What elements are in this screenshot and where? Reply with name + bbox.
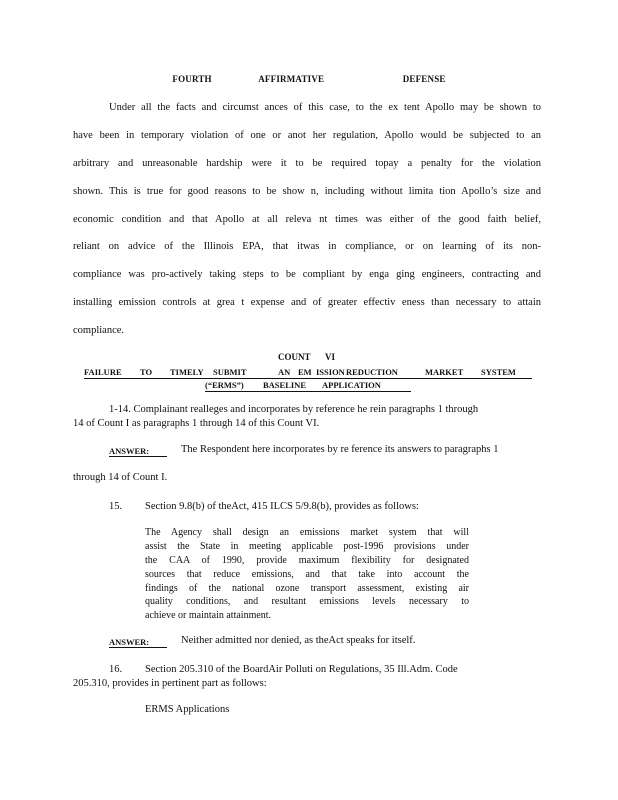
fourth-defense-paragraph: [73, 101, 541, 352]
paragraph-line: have been in temporary violation of one or anot her regulation, Apollo would be subjected to an: [73, 129, 541, 141]
answer-label: ANSWER:: [109, 637, 167, 648]
answer-text: through 14 of Count I.: [73, 472, 168, 483]
count-title-word: (“ERMS”): [205, 380, 244, 390]
count-title-word: MARKET: [425, 367, 464, 377]
count-title-word: EM: [298, 367, 312, 377]
quote-line: achieve or maintain attainment.: [145, 610, 272, 622]
paragraph-line: Under all the facts and circumst ances of this case, to the ex tent Apollo may be shown to: [109, 102, 541, 113]
paragraph-1-14-line: 14 of Count I as paragraphs 1 through 14 of this Count VI.: [73, 418, 320, 429]
quote-line: quality conditions, and resultant emissions levels necessary to: [145, 596, 469, 608]
paragraph-line: economic condition and that Apollo at all releva nt times was either of the good faith belief,: [73, 213, 541, 225]
paragraph-line: arbitrary and unreasonable hardship were it to be required topay a penalty for the violation: [73, 157, 541, 169]
count-title-word: APPLICATION: [322, 380, 381, 390]
quote-line: sources that reduce emissions, and that take into account the: [145, 568, 469, 580]
count-title-word: REDUCTION: [346, 367, 398, 377]
paragraph-line: reliant on advice of the Illinois EPA, that itwas in compliance, or on learning of its non-: [73, 241, 541, 253]
quote-line: The Agency shall design an emissions market system that will: [145, 527, 469, 538]
count-title-word: BASELINE: [263, 380, 306, 390]
count-title-word: ISSION: [316, 367, 345, 377]
paragraph-line: installing emission controls at grea t expense and of greater effectiv eness than necessary to attain: [73, 297, 541, 309]
count-number: VI: [325, 352, 336, 362]
answer-label: ANSWER:: [109, 446, 167, 457]
count-title-word: TIMELY: [170, 367, 204, 377]
paragraph-16-text: Section 205.310 of the BoardAir Polluti on Regulations, 35 Ill.Adm. Code: [145, 664, 458, 675]
subheading: ERMS Applications: [145, 704, 230, 715]
count-title-word: SUBMIT: [213, 367, 247, 377]
count-title-word: TO: [140, 367, 153, 377]
quote-line: the CAA of 1990, provide maximum flexibility for designated: [145, 554, 469, 566]
heading-word-3: DEFENSE: [402, 74, 446, 84]
block-quote: [145, 526, 469, 623]
paragraph-line: shown. This is true for good reasons to be show n, including without limita tion Apollo’s size and: [73, 185, 541, 197]
count-title-word: FAILURE: [84, 367, 122, 377]
section-heading: [0, 74, 618, 84]
paragraph-number: 15.: [109, 501, 123, 512]
answer-text: The Respondent here incorporates by re ference its answers to paragraphs 1: [181, 444, 499, 455]
count-word: COUNT: [278, 352, 311, 362]
quote-line: findings of the national ozone transport assessment, existing air: [145, 582, 469, 594]
paragraph-line: compliance was pro-actively taking steps to be compliant by enga ging engineers, contracting and: [73, 269, 541, 281]
count-title-line: [205, 380, 411, 392]
paragraph-1-14-line: 1-14. Complainant realleges and incorporates by reference he rein paragraphs 1 through: [109, 404, 479, 415]
heading-word-2: AFFIRMATIVE: [258, 74, 325, 84]
quote-line: assist the State in meeting applicable post-1996 provisions under: [145, 540, 469, 552]
count-title-word: AN: [278, 367, 291, 377]
answer-text: Neither admitted nor denied, as theAct speaks for itself.: [181, 635, 416, 646]
paragraph-line: compliance.: [73, 325, 125, 337]
heading-word-1: FOURTH: [172, 74, 212, 84]
paragraph-16-text: 205.310, provides in pertinent part as follows:: [73, 678, 267, 689]
paragraph-15-text: Section 9.8(b) of theAct, 415 ILCS 5/9.8(b), provides as follows:: [145, 501, 419, 512]
paragraph-number: 16.: [109, 664, 123, 675]
count-title-line: [84, 367, 532, 379]
count-title-word: SYSTEM: [481, 367, 516, 377]
